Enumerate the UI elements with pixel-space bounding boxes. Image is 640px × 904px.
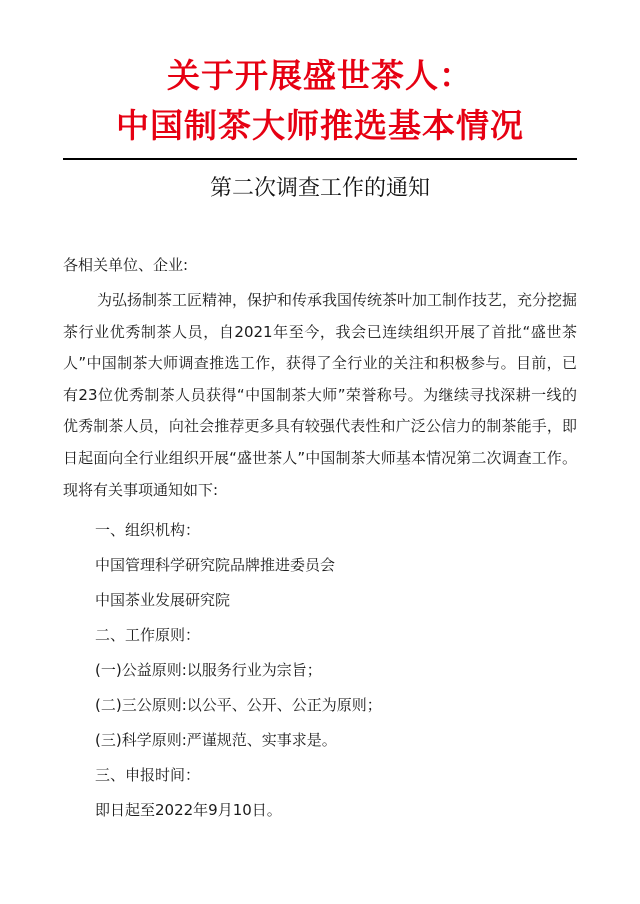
principle-item-1: (一)公益原则:以服务行业为宗旨；	[95, 661, 322, 679]
principle-item-2: (二)三公原则:以公平、公开、公正为原则；	[95, 696, 382, 714]
document-subtitle: 第二次调查工作的通知	[209, 176, 430, 201]
principle-item-3: (三)科学原则:严谨规范、实事求是。	[95, 731, 337, 749]
title-divider	[63, 158, 577, 160]
salutation: 各相关单位、企业:	[63, 256, 189, 274]
document-title-line-2: 中国制茶大师推选基本情况	[116, 106, 524, 145]
document-title-line-1: 关于开展盛世茶人：	[167, 56, 473, 95]
deadline-text: 即日起至2022年9月10日。	[95, 801, 282, 819]
section-heading-principles: 二、工作原则：	[95, 626, 201, 644]
section-heading-deadline: 三、申报时间：	[95, 766, 201, 784]
body-paragraph: 为弘扬制茶工匠精神，保护和传承我国传统茶叶加工制作技艺，充分挖掘茶行业优秀制茶人员，自2021年至今，我会已连续组织开展了首批“盛世茶人”中国制茶大师调查推选工作，获得了全行业的关注和积极参与。目前，已有23位优秀制茶人员获得“中国制茶大师”荣誉称号。为继续寻找深耕一线的优秀制茶人员，向社会推荐更多具有较强代表性和广泛公信力的制茶能手，即日起面向全行业组织开展“盛世茶人”中国制茶大师基本情况第二次调查工作。现将有关事项通知如下:	[63, 291, 578, 499]
organization-item-2: 中国茶业发展研究院	[95, 591, 231, 609]
section-heading-organization: 一、组织机构：	[95, 521, 201, 539]
organization-item-1: 中国管理科学研究院品牌推进委员会	[95, 556, 336, 574]
